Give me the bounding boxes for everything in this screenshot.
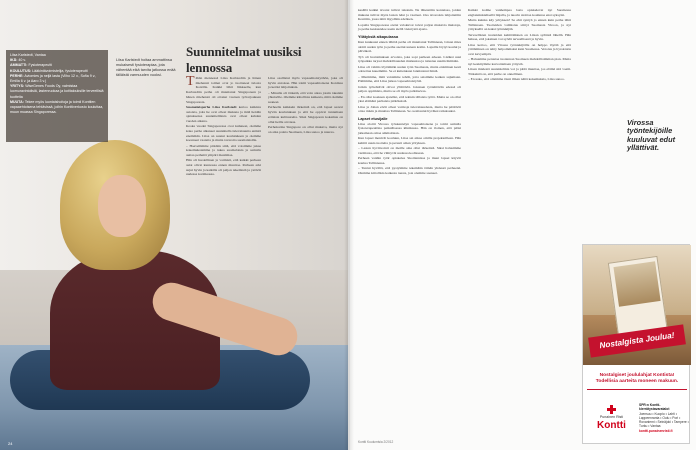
yritys-label: YRITYS: [10, 84, 25, 89]
paragraph: – Lasten hyvinvointi on meille aina ollut tärkeintä. Siksi halusimme varmistaa, että he viihtyvät uudessa kodissaan. [358, 146, 461, 156]
paragraph: Jotkin työtehtävät olivat yllättäviä. Jokaisen työtehtävän edessä oli paljon oppimista, mutta se oli myös palkitsevaa. [358, 84, 461, 94]
paragraph: Terveellisten tuotteiden kehittäminen on Liisan sydäntä lähellä. Hän haluaa, että jokainen voi syödä terveellisesti ja hyvin. [468, 32, 571, 42]
paragraph: Liisa ja Johan eivät olleet varmoja tulevaisuudesta, mutta he päättivät ottaa riskin ja muuttaa Tallinnaan. Se osoittautui hyväksi ratkaisuksi. [358, 104, 461, 114]
paragraph: Liisa osallistui myös vapaaehtoistyöhön, joka oli hyvin antoisaa. Hän toimi vapaaehtoisena Kontissa ja keräsi lahjoituksia. [268, 76, 343, 90]
ammatti-value: Fysioterapeutti [28, 63, 53, 68]
ad-slogan [587, 373, 687, 385]
yritys-value: WiseGenes Foods Oy, valmistaa luomuravintolisiä, lastenruokaa ja kotitalouksille terveellisiä tuotteita [10, 84, 104, 99]
paragraph: Liisa oli valmis löytämään uuden työn Suomesta, mutta etsiminen kesti odotettua kauemmin. Se ei kuitenkaan lannistanut häntä. [358, 64, 461, 74]
paragraph: – Mietimme, mitä voisimme tehdä, jotta saisimme kaiken sujumaan. Päätimme, että Liisa jatkaa vapaaehtoistyötä. [358, 74, 461, 84]
photo-therapist-face [98, 175, 146, 237]
ad-divider [587, 389, 687, 390]
paragraph: Koska vuodet Singaporessa ovat kuluneet, olemme koko perhe alkaneet suunnitella tulevaisuutta entistä enemmän. Liisa on saanut koulutuksen ja olemme koonneet vaatetta ja muita tavaroita suomalaisille. [186, 124, 261, 143]
paragraph: – En usko, että olisimme tässä ilman näitä kokemuksia, Liisa sanoo. [468, 77, 565, 82]
red-cross-icon [607, 405, 616, 414]
subheading: Lapset etusijalle [358, 116, 388, 121]
page-gutter [344, 0, 354, 450]
paragraph-bold: Suomalaisperhe Liisa Karlstedt [186, 104, 237, 109]
left-column-1 [186, 76, 261, 246]
paragraph: – En ollut koskaan ajatellut, että tekisin tällaista työtä. Mutta se on ollut yksi elämäni parhaista päätöksistä. [358, 94, 461, 104]
paragraph: kesällä kaikki tavarat tulivat takaisin. Ne lähetettiin konteissa, joiden mukana tulivat myös lasten lelut ja vaatteet. Osa tavaroista lahjoitettiin Konttiin, jossa niitä myydään edelleen. [358, 8, 461, 22]
muuta-value: Tekee myös luontaishoitoja ja toimii Konttien vapaaehtoisena tehtävissä, joihin Konttiverkosto kouluttaa, muun muassa Singaporessa. [10, 99, 104, 115]
kontti-advertisement[interactable] [582, 244, 690, 444]
paragraph: Liisa kertoo, että Virossa työntekijöille on helppo löytää ja että yrittäminen on tehty helpommaksi kuin Suomessa. Verotus ja byrokratia ovat kevyempiä. [468, 42, 571, 57]
ad-banner: Nostalgista Joulua! [588, 324, 686, 357]
ammatti-label: AMMATTI: [10, 63, 28, 68]
drop-cap: T [186, 74, 195, 89]
paragraph: Kun kuukausi ennen lähtöä perhe oli muuttanut Tallinnaan, Liisan mies aloitti uuden työn ja perhe asettui uuteen kotiin. Lapsille löytyi koulut ja päiväkoti. [358, 39, 461, 54]
paragraph: kertoo kaikista asioista, joita he ovat olleet mukana ja mitä heidän ajatuksensa suunnitelmista ovat olleet kahden vuoden aikana. [186, 104, 261, 123]
profile-info-box [6, 50, 108, 142]
photo-caption: Liisa Karlstedt hoitaa ammattinsa mukaisesti fysioterapiaa, jota vähentää eikä tarvita jatkossa enää tälläistä varmuuden vuoksi. [116, 58, 176, 77]
paragraph: – Haluamme perustaa tuotannon Suomeen mahdollisimman pian. Mutta nyt keskitymme kasvattamaan yritystä. [468, 57, 571, 67]
ad-slogan-line-1: Nostalgiset joululahjat Kontista! [599, 373, 675, 378]
ad-slogan-line-2: Todellisia aarteita moneen makuun. [595, 379, 679, 385]
right-page [348, 0, 696, 450]
paragraph: Lopulta Singaporessa otetut valokuvat toivat paljon mukavia muistoja, ja perhe keskustelee usein siellä vietetystä ajasta. [358, 22, 461, 32]
paragraph: – Tuntui hyvältä, että pystyimme tekemään tämän yhdessä perheenä. Olemme kiitollisia kaikesta tuesta, jota olemme saaneet. [358, 166, 461, 176]
pull-quote: Virossa työntekijöille kuuluvat edut yllättivät. [626, 118, 693, 154]
paragraph: Kun lapset menivät kouluun, Liisa sai aikaa omille projekteilleen. Hän kehitti uusia tuotteita ja perusti oman yrityksen. [358, 136, 461, 146]
page-footer: Kontti Kuulumisia 2/2012 [358, 440, 394, 444]
ad-brand-name: Kontti [597, 420, 626, 431]
paragraph: Liisan mielestä suunnitelmia voi ja pitää muuttaa, jos elämä sitä vaatii. Tärkeintä on, että perhe on onnellinen. [468, 67, 571, 77]
perhe-value: Aviomies ja neljä lasta (Vilho 12 v., Sofia 9 v., Emilia 6 v. ja Aaro 3 v.) [10, 73, 97, 84]
right-column-2 [468, 8, 571, 440]
paragraph: – Minulle oli tärkeää, että voin antaa jotain takaisin yhteisölle. Olemme kiitollisia kaikesta, mitä olemme saaneet. [268, 90, 343, 105]
page-number-left: 24 [8, 441, 13, 446]
muuta-label: MUUTA: [10, 99, 24, 104]
paragraph: Työ oli luottamuksen arvoista, joka sopi perheen arkeen. Lisäksi uusi työpaikka tarjosi mahdollisuuden matkustaa ja tutustua uusiin ihmisiin. [358, 54, 461, 64]
article-title: Suunnitelmat uusiksi lennossa [186, 44, 302, 75]
ika-label: IKÄ: [10, 58, 18, 63]
paragraph: Kaikki kolme vanhempaa lasta opiskelevat nyt Suomessa englanninkielisellä linjalla, ja nuorin aloittaa koulunsa ensi syksynä. [468, 8, 571, 17]
paragraph: Perheelle kaikkein tärkeintä on, että lapset saavat hyvän koulutuksen ja että he oppivat tuntemaan erilaisia kulttuureita. Siksi Singaporen kokemus on ollut heille arvokas. [268, 105, 343, 124]
ad-contact-title: SPR:n Kontti-kierrätystavaratalot [639, 403, 670, 412]
paragraph: Hän oli huolellinen ja varmisti, että kaikki perheen asiat olivat kunnossa ennen muuttoa. Perheen arki sujui hyvin ja kaikilla oli paljon tekemistä ja ystäviä uudessa kotimaassa. [186, 158, 261, 177]
paragraph: Perheen vanhin tytär opiskelee Skotlannissa ja muut lapset käyvät koulua Tallinnassa. [358, 156, 461, 166]
koulutus-value: Lääkintävoimistelija, fysioterapeutti [32, 68, 88, 73]
paragraph: Mutta kuinka käy yrityksen? Se ehti syntyä jo ennen kuin perhe lähti Tallinnaan. Tuotteiden valmistus siirtyi Suomesta Viroon, ja nyt yrityksellä on kaksi työntekijää. [468, 18, 571, 32]
ad-vintage-card-image [613, 261, 660, 306]
right-column-1 [358, 8, 461, 440]
profile-name: Liisa Karlstedt, Vantaa [10, 53, 46, 57]
paragraph: Liisa aloitti Virossa työskentelyn vapaaehtoisena ja toimi samalla fysioterapeuttina paikallisessa klinikassa. Hän on iloinen, että pääsi jatkamaan omaa ammattiaan. [358, 121, 461, 136]
ad-org-name: Punainen Risti [599, 415, 624, 419]
ad-url-link[interactable]: kontti.punainenristi.fi [639, 428, 673, 433]
perhe-label: PERHE: [10, 73, 24, 78]
left-column-2 [268, 76, 343, 246]
koulutus-label: KOULUTUS: [10, 68, 32, 73]
ad-contact [639, 403, 689, 433]
subheading: Yllätyksiä aikapulassa [358, 35, 399, 40]
ika-value: 40 v. [18, 58, 26, 63]
paragraph: Perhekotina Singapore on ollut mukava, mutta nyt on aika palata Suomeen, Liisa sanoo ja nauraa. [268, 124, 343, 134]
paragraph: – Haaveilimme pitkään siitä, että voisimme jakaa kokemuksiamme ja tukea suomalaisia ja samalla auttaa perheitä ympäri maailmaa. [186, 143, 261, 158]
paragraph: ähän mennessä Liisa Karlstedtin ja hänen miehensä toimet ovat jo tuottaneet tulosta Kontille. Kaikki lähti liikkeelle, kun Karlstedtin perhe oli muuttanut Singaporeen ja hänen miehensä oli ottanut vastaan työtarjouksen Singaporesta. [186, 76, 261, 104]
ad-contact-cities: Joensuu • Kuopio • Lahti • Lappeenranta • Oulu • Pori • Rovaniemi • Seinäjoki • Tampere • Turku • Vantaa [639, 411, 689, 429]
